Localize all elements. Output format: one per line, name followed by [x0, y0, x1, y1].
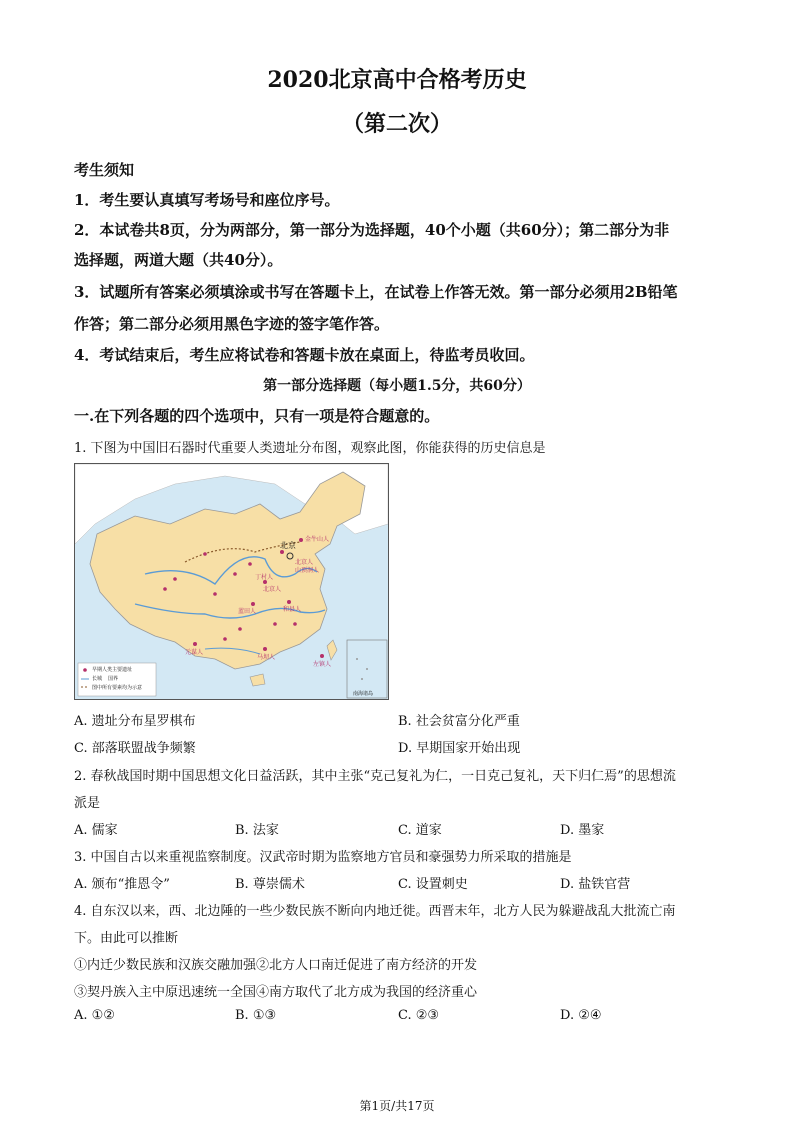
- page-title: 2020北京高中合格考历史: [267, 67, 527, 93]
- question-2-option-d: D. 墨家: [560, 823, 605, 838]
- question-2-option-b: B. 法家: [235, 823, 279, 838]
- notice-heading: 考生须知: [74, 161, 135, 179]
- question-3-option-b: B. 尊崇儒术: [235, 877, 305, 892]
- question-1-option-c: C. 部落联盟战争频繁: [74, 741, 196, 756]
- part1-heading: 第一部分选择题（每小题1.5分，共60分）: [263, 378, 531, 394]
- question-1-option-a: A. 遗址分布星罗棋布: [74, 714, 196, 729]
- china-map-svg: [75, 464, 388, 699]
- notice-item: 2．本试卷共8页，分为两部分，第一部分为选择题，40个小题（共60分）；第二部分为非: [74, 221, 670, 239]
- site-label: 山顶洞人: [295, 567, 320, 574]
- inset-label: 南海诸岛: [353, 691, 374, 697]
- question-3-option-c: C. 设置刺史: [398, 877, 468, 892]
- question-4-option-a: A. ①②: [74, 1008, 115, 1023]
- question-4-option-c: C. ②③: [398, 1008, 440, 1023]
- question-2-stem-cont: 派是: [74, 796, 101, 811]
- inset-island: [366, 668, 368, 670]
- question-2-option-a: A. 儒家: [74, 823, 118, 838]
- site-label: 蓝田人: [238, 608, 257, 615]
- legend-label: 长城: [92, 676, 103, 682]
- site-label: 和县人: [283, 606, 302, 613]
- hainan: [250, 674, 265, 686]
- site-label: 左镇人: [313, 661, 332, 668]
- question-3-option-d: D. 盐铁官营: [560, 877, 631, 892]
- question-4-stem-cont: 下。由此可以推断: [74, 931, 179, 946]
- site-label: 丁村人: [255, 574, 274, 581]
- question-3-option-a: A. 颁布“推恩令”: [74, 877, 170, 892]
- question-3-stem: 3. 中国自古以来重视监察制度。汉武帝时期为监察地方官员和豪强势力所采取的措施是: [74, 850, 572, 865]
- taiwan: [327, 640, 337, 660]
- site-label: 北京人: [263, 586, 282, 593]
- page-footer: 第1页/共17页: [359, 1099, 435, 1113]
- question-4-option-b: B. ①③: [235, 1008, 277, 1023]
- question-4-statement: ①内迁少数民族和汉族交融加强②北方人口南迁促进了南方经济的开发: [74, 958, 478, 973]
- notice-item: 3．试题所有答案必须填涂或书写在答题卡上，在试卷上作答无效。第一部分必须用2B铅笔: [74, 283, 678, 301]
- legend-site-marker: [83, 668, 87, 672]
- notice-item: 4．考试结束后，考生应将试卷和答题卡放在桌面上，待监考员收回。: [74, 346, 535, 364]
- site-label: 元谋人: [185, 649, 204, 656]
- question-1-option-d: D. 早期国家开始出现: [398, 741, 521, 756]
- inset-island: [356, 658, 358, 660]
- legend-note: 图中所有要素均为示意: [92, 685, 143, 691]
- page-subtitle: （第二次）: [341, 111, 452, 137]
- legend-label: 国界: [108, 676, 119, 682]
- question-4-stem: 4. 自东汉以来，西、北边陲的一些少数民族不断向内地迁徙。西晋末年，北方人民为躲避战乱大批流亡南: [74, 904, 676, 919]
- question-1-stem: 1. 下图为中国旧石器时代重要人类遗址分布图，观察此图，你能获得的历史信息是: [74, 441, 546, 456]
- legend-label: 早期人类主要遗址: [92, 667, 133, 673]
- question-2-stem: 2. 春秋战国时期中国思想文化日益活跃，其中主张“克己复礼为仁，一日克己复礼，天下归仁焉”的思想流: [74, 769, 676, 784]
- notice-item: 1．考生要认真填写考场号和座位序号。: [74, 191, 340, 209]
- notice-item: 作答；第二部分必须用黑色字迹的签字笔作答。: [74, 315, 390, 333]
- question-4-statement: ③契丹族入主中原迅速统一全国④南方取代了北方成为我国的经济重心: [74, 985, 478, 1000]
- notice-item: 选择题，两道大题（共40分）。: [74, 251, 283, 269]
- beijing-label: 北京: [280, 541, 296, 550]
- section-heading: 一.在下列各题的四个选项中，只有一项是符合题意的。: [74, 407, 440, 425]
- inset-island: [361, 678, 363, 680]
- question-4-option-d: D. ②④: [560, 1008, 602, 1023]
- site-label: 马坝人: [257, 654, 276, 661]
- site-label: 北京人: [295, 559, 314, 566]
- question-2-option-c: C. 道家: [398, 823, 442, 838]
- site-label: 金牛山人: [305, 536, 330, 543]
- question-1-option-b: B. 社会贫富分化严重: [398, 714, 520, 729]
- paleolithic-sites-map: [74, 463, 389, 700]
